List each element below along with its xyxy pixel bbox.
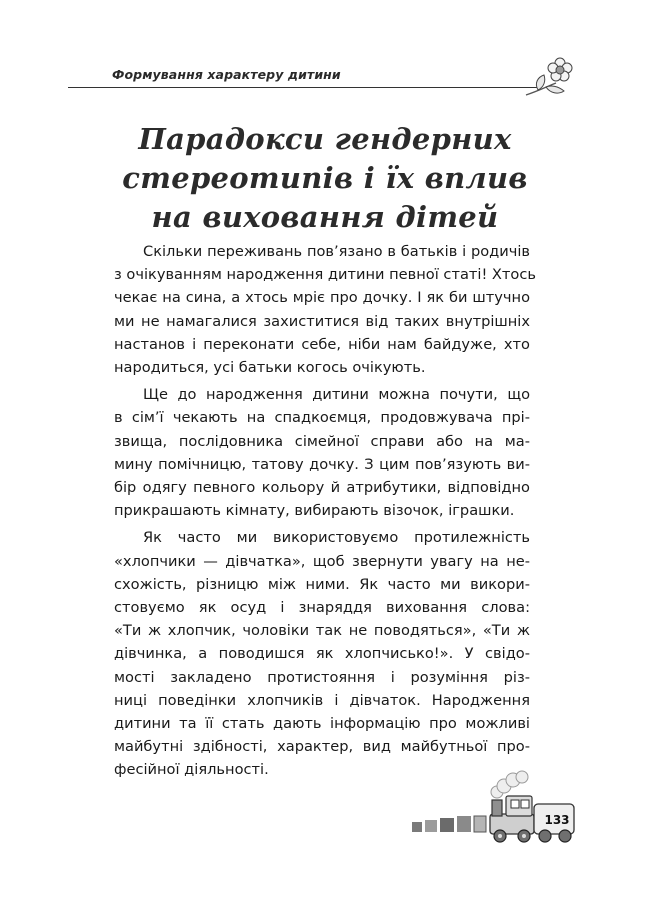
text-line: майбутні здібності, характер, вид майбутньої про- (114, 738, 530, 756)
body-text (114, 240, 536, 786)
smoke-icon (491, 771, 528, 798)
paragraph (114, 526, 530, 781)
paragraph (114, 240, 536, 379)
paragraph (114, 383, 530, 522)
page-header (68, 63, 588, 93)
text-line: дитини та її стать дають інформацію про можливі (114, 715, 530, 733)
text-line: фесійної діяльності. (114, 761, 269, 779)
text-line: настанов і переконати себе, ніби нам байдуже, хто (114, 335, 530, 353)
chapter-title (0, 120, 650, 237)
text-line: в сім’ї чекають на спадкоємця, продовжувача прі- (114, 409, 530, 427)
text-line: бір одягу певного кольору й атрибутики, відповідно (114, 479, 530, 497)
text-line: Ще до народження дитини можна почути, що (143, 386, 530, 404)
text-line: дівчинка, а поводишся як хлопчисько!». У свідо- (114, 645, 530, 663)
header-rule (68, 87, 538, 88)
text-line: стовуємо як осуд і знаряддя виховання слова: (114, 599, 530, 617)
text-line: Як часто ми використовуємо протилежність (143, 529, 530, 547)
text-line: ниці поведінки хлопчиків і дівчаток. Народження (114, 691, 530, 709)
title-line: стереотипів і їх вплив (122, 161, 528, 195)
title-line: на виховання дітей (151, 200, 499, 234)
flower-icon (524, 57, 576, 99)
text-line: народиться, усі батьки когось очікують. (114, 359, 426, 377)
text-line: «Ти ж хлопчик, чоловіки так не поводяться», «Ти ж (114, 622, 530, 640)
text-line: звища, послідовника сімейної справи або на ма- (114, 432, 530, 450)
toy-blocks-icon (412, 816, 486, 832)
text-line: мості закладено протистояння і розуміння різ- (114, 668, 530, 686)
text-line: Скільки переживань пов’язано в батьків і родичів (143, 243, 530, 260)
text-line: «хлопчики — дівчатка», щоб звернути увагу на не- (114, 552, 530, 570)
text-line: мину помічницю, татову дочку. З цим пов’язують ви- (114, 455, 530, 473)
running-title: Формування характеру дитини (112, 67, 341, 82)
text-line: прикрашають кімнату, вибирають візочок, іграшки. (114, 502, 515, 520)
text-line: схожість, різницю між ними. Як часто ми викори- (114, 575, 530, 593)
text-line: з очікуванням народження дитини певної статі! Хтось (114, 266, 536, 284)
text-line: ми не намагалися захиститися від таких внутрішніх (114, 312, 530, 330)
text-line: чекає на сина, а хтось мріє про дочку. І як би штучно (114, 289, 530, 307)
page-number: 133 (544, 813, 570, 827)
title-line: Парадокси гендерних (138, 122, 512, 156)
